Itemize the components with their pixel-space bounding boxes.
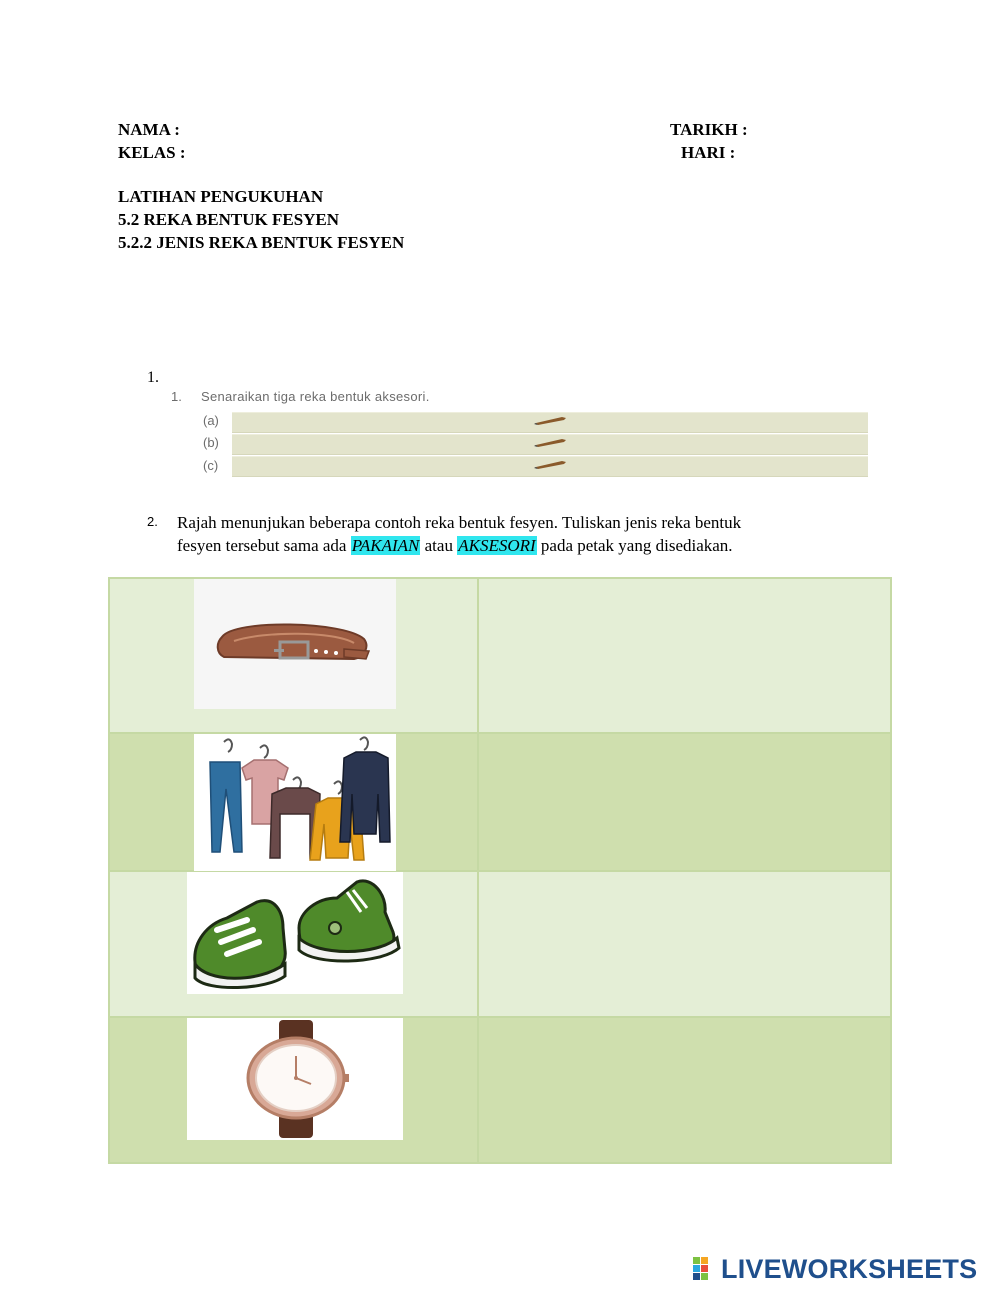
day-label: HARI : <box>681 143 736 162</box>
question1-number: 1. <box>147 369 159 386</box>
watch-image <box>187 1018 403 1140</box>
label-a: (a) <box>203 413 219 428</box>
logo-icon <box>693 1257 717 1281</box>
pencil-icon <box>534 415 568 425</box>
question2-number: 2. <box>147 514 158 529</box>
question1-image-number: 1. <box>171 389 182 404</box>
table-row <box>109 733 891 871</box>
date-label: TARIKH : <box>670 120 748 139</box>
title-line1: LATIHAN PENGUKUHAN <box>118 187 324 206</box>
logo-text: LIVEWORKSHEETS <box>721 1253 978 1284</box>
answer-line-a[interactable] <box>232 412 868 433</box>
pencil-icon <box>534 459 568 469</box>
title-line2: 5.2 REKA BENTUK FESYEN <box>118 210 340 229</box>
question2-text <box>177 511 877 557</box>
answer-cell[interactable] <box>478 733 891 871</box>
class-label: KELAS : <box>118 143 186 162</box>
option-aksesori: AKSESORI <box>458 536 536 555</box>
answer-line-b[interactable] <box>232 434 868 455</box>
title-line3: 5.2.2 JENIS REKA BENTUK FESYEN <box>118 233 405 252</box>
liveworksheets-logo[interactable] <box>693 1252 977 1286</box>
question1-image-text: Senaraikan tiga reka bentuk aksesori. <box>201 389 430 404</box>
question2-line2: fesyen tersebut sama ada PAKAIAN atau AKSESORI pada petak yang disediakan. <box>177 536 733 555</box>
label-c: (c) <box>203 458 219 473</box>
image-cell <box>109 1017 478 1163</box>
table-row <box>109 578 891 733</box>
answer-cell[interactable] <box>478 578 891 733</box>
image-cell <box>109 578 478 733</box>
table-row <box>109 1017 891 1163</box>
clothes-image <box>194 734 396 871</box>
answer-cell[interactable] <box>478 1017 891 1163</box>
shoes-image <box>187 872 403 994</box>
answer-table <box>108 577 892 1164</box>
belt-image <box>194 579 396 709</box>
option-pakaian: PAKAIAN <box>351 536 420 555</box>
question2-line1: Rajah menunjukan beberapa contoh reka bentuk fesyen. Tuliskan jenis reka bentuk <box>177 513 742 532</box>
pencil-icon <box>534 437 568 447</box>
image-cell <box>109 733 478 871</box>
label-b: (b) <box>203 435 219 450</box>
table-row <box>109 871 891 1017</box>
image-cell <box>109 871 478 1017</box>
answer-cell[interactable] <box>478 871 891 1017</box>
name-label: NAMA : <box>118 120 180 139</box>
answer-line-c[interactable] <box>232 456 868 477</box>
